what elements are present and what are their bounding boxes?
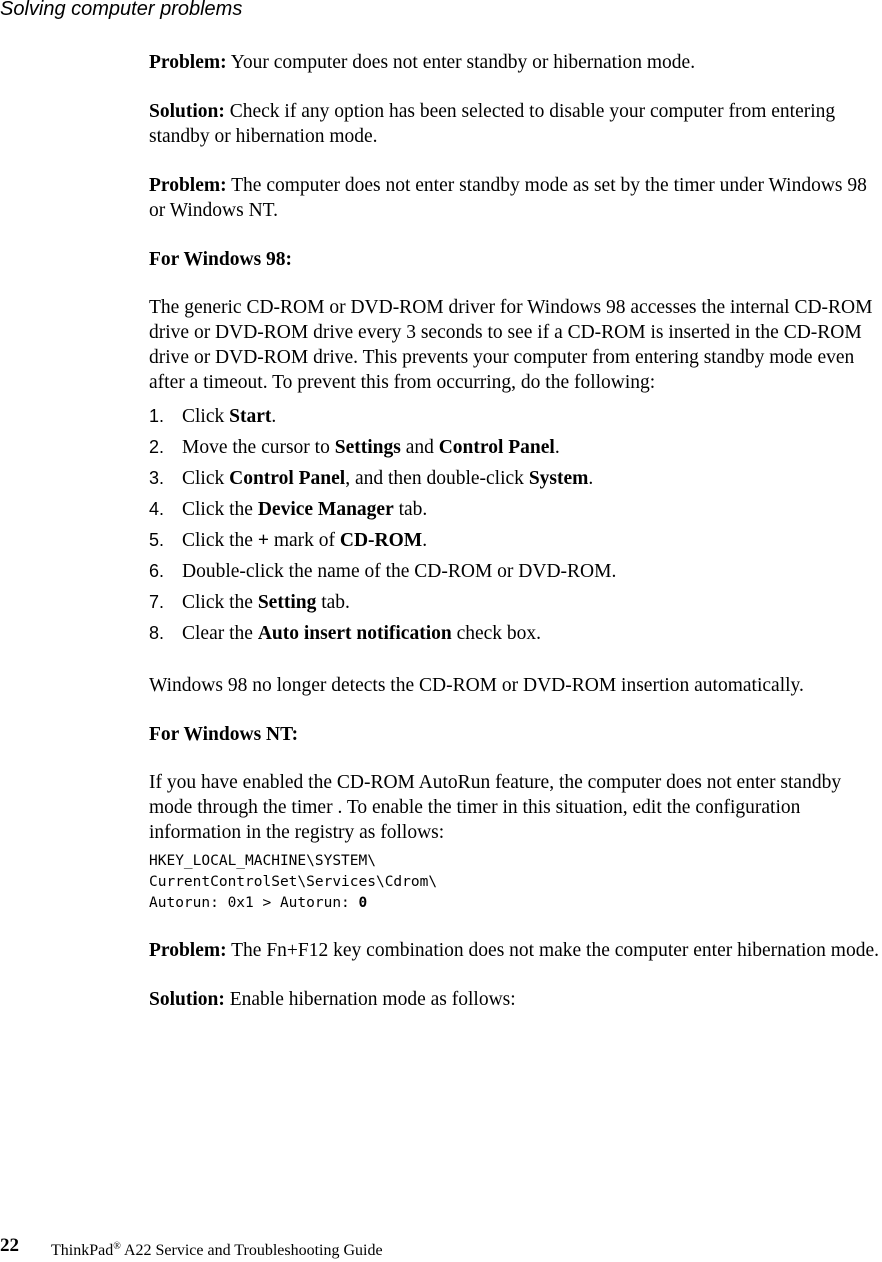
winnt-intro: If you have enabled the CD-ROM AutoRun feature, the computer does not enter standby mode through the timer . To enable the timer in this situation, edit the configuration information in the registry as follows: bbox=[149, 772, 842, 843]
problem-timer: Problem: The computer does not enter standby mode as set by the timer under Windows 98 or Windows NT. bbox=[149, 175, 867, 221]
step-item: 3. Click Control Panel, and then double-click System. bbox=[149, 468, 594, 489]
step-item: 7. Click the Setting tab. bbox=[149, 592, 350, 613]
problem-standby: Problem: Your computer does not enter standby or hibernation mode. bbox=[149, 52, 696, 73]
code-line: Autorun: 0x1 > Autorun: 0 bbox=[149, 895, 368, 911]
registry-code-block bbox=[149, 851, 882, 914]
problem-label: Problem: bbox=[149, 940, 227, 961]
win98-result: Windows 98 no longer detects the CD-ROM or DVD-ROM insertion automatically. bbox=[149, 675, 804, 696]
problem-label: Problem: bbox=[149, 175, 227, 196]
step-item: 2. Move the cursor to Settings and Control Panel. bbox=[149, 437, 560, 458]
page-content bbox=[149, 50, 882, 1036]
winnt-heading: For Windows NT: bbox=[149, 724, 299, 745]
page-number: 22 bbox=[0, 1235, 19, 1256]
step-item: 8. Clear the Auto insert notification check box. bbox=[149, 623, 542, 644]
win98-intro: The generic CD-ROM or DVD-ROM driver for Windows 98 accesses the internal CD-ROM drive or DVD-ROM drive every 3 seconds to see if a CD-ROM is inserted in the CD-ROM drive or DVD-ROM drive. This prevents your computer from entering standby mode even after a timeout. To prevent this from occurring, do the following: bbox=[149, 297, 873, 393]
problem-label: Problem: bbox=[149, 52, 227, 73]
step-item: 4. Click the Device Manager tab. bbox=[149, 499, 428, 520]
problem-fn-f12: Problem: The Fn+F12 key combination does not make the computer enter hibernation mode. bbox=[149, 940, 879, 961]
solution-hibernation: Solution: Enable hibernation mode as follows: bbox=[149, 989, 516, 1010]
solution-label: Solution: bbox=[149, 101, 225, 122]
win98-steps bbox=[149, 401, 882, 649]
code-line: HKEY_LOCAL_MACHINE\SYSTEM\ bbox=[149, 853, 376, 869]
solution-label: Solution: bbox=[149, 989, 225, 1010]
win98-heading: For Windows 98: bbox=[149, 249, 293, 270]
step-item: 6. Double-click the name of the CD-ROM or DVD-ROM. bbox=[149, 561, 617, 582]
running-header: Solving computer problems bbox=[0, 0, 243, 20]
step-item: 1. Click Start. bbox=[149, 406, 277, 427]
code-line: CurrentControlSet\Services\Cdrom\ bbox=[149, 874, 438, 890]
solution-standby: Solution: Check if any option has been selected to disable your computer from entering standby or hibernation mode. bbox=[149, 101, 836, 147]
guide-title: ThinkPad® A22 Service and Troubleshooting Guide bbox=[51, 1241, 383, 1259]
step-item: 5. Click the + mark of CD-ROM. bbox=[149, 530, 428, 551]
